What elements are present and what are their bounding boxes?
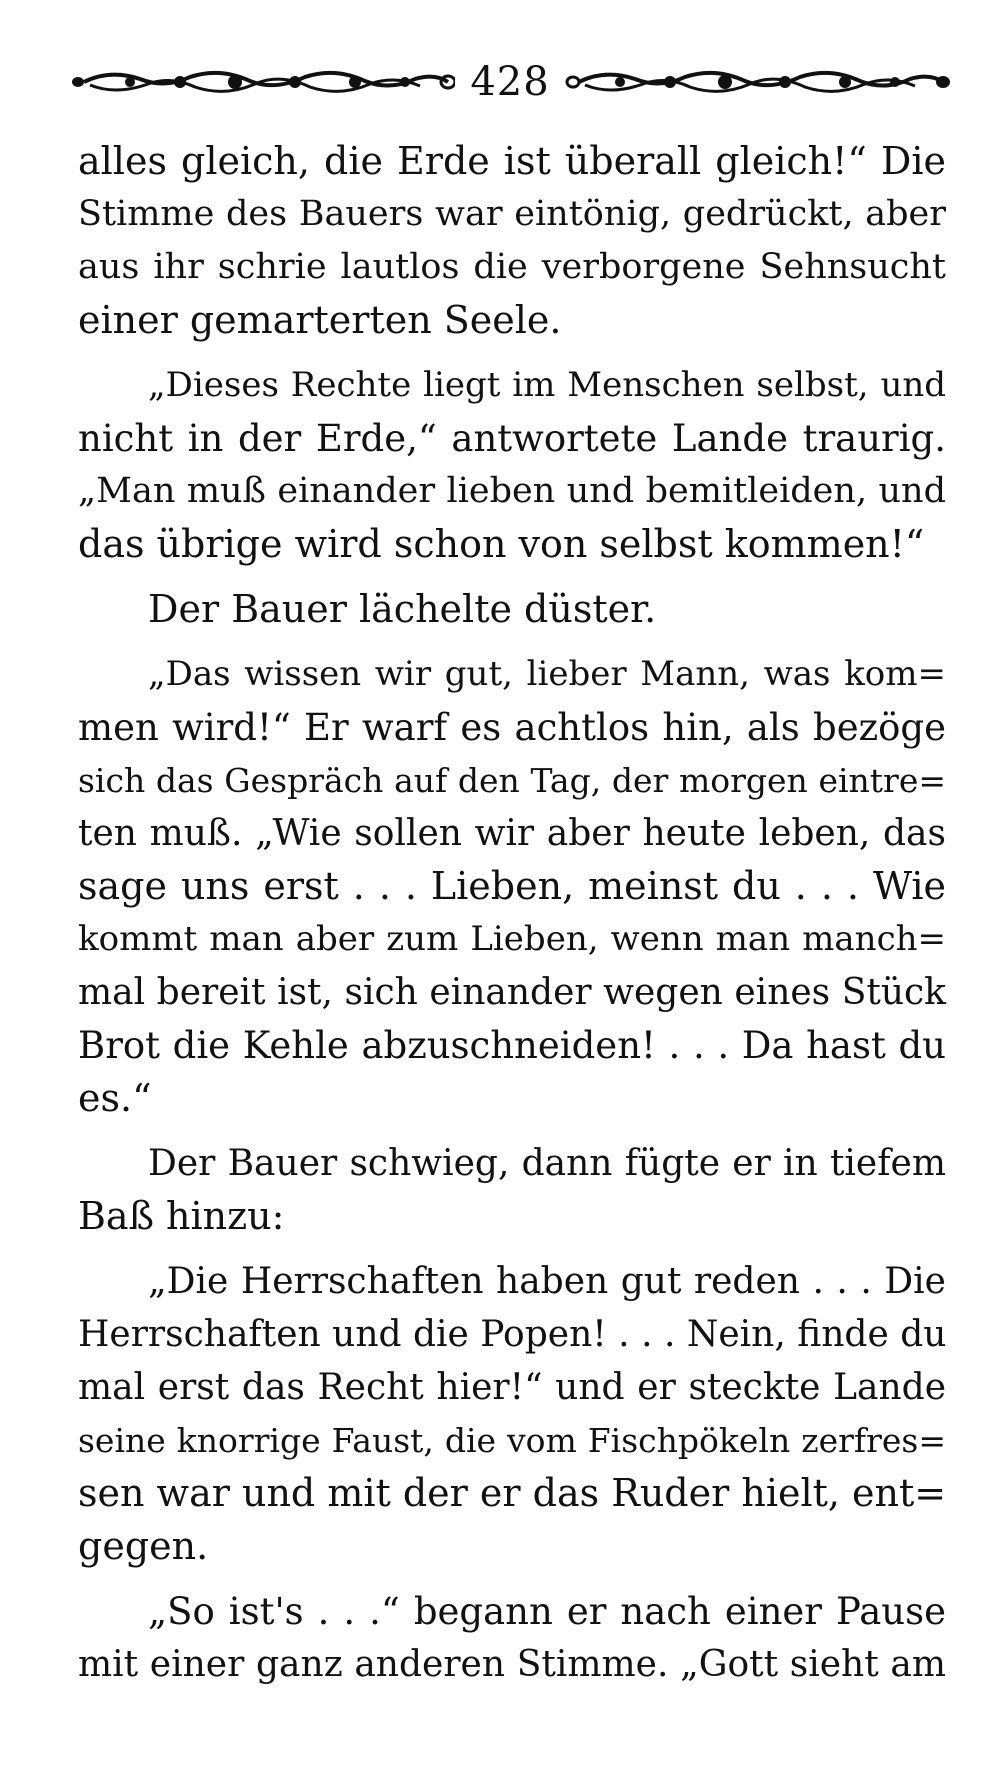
text-line: alles gleich, die Erde ist überall gleich!“ Die — [78, 139, 946, 183]
text-line: „Das wissen wir gut, lieber Mann, was kom= — [148, 654, 946, 694]
text-line: einer gemarterten Seele. — [78, 298, 562, 342]
paragraph — [78, 583, 946, 636]
text-line: seine knorrige Faust, die vom Fischpökeln zerfres= — [78, 1421, 946, 1460]
right-ornament-icon — [565, 67, 950, 97]
text-line: „Man muß einander lieben und bemitleiden, und — [78, 471, 946, 511]
paragraph — [78, 359, 946, 571]
page-header — [70, 52, 950, 112]
text-line: „Die Herrschaften haben gut reden . . . Die — [148, 1261, 946, 1302]
paragraph — [78, 1137, 946, 1243]
text-line: Stimme des Bauers war eintönig, gedrückt, aber — [78, 194, 946, 234]
text-line: ten muß. „Wie sollen wir aber heute leben, das — [78, 813, 946, 854]
paragraph — [78, 648, 946, 1125]
text-line: „So ist's . . .“ begann er nach einer Pause — [148, 1590, 946, 1633]
text-line: „Dieses Rechte liegt im Menschen selbst, und — [148, 365, 946, 405]
text-line: Brot die Kehle abzuschneiden! . . . Da hast du — [78, 1024, 946, 1067]
text-line: das übrige wird schon von selbst kommen!“ — [78, 522, 925, 566]
text-line: mal bereit ist, sich einander wegen eines Stück — [78, 972, 946, 1013]
text-line: sen war und mit der er das Ruder hielt, ent= — [78, 1471, 947, 1515]
text-line: Herrschaften und die Popen! . . . Nein, finde du — [78, 1314, 947, 1355]
text-line: men wird!“ Er warf es achtlos hin, als bezöge — [78, 706, 946, 749]
text-line: gegen. — [78, 1524, 209, 1568]
page-number: 428 — [470, 59, 550, 105]
paragraph — [78, 135, 946, 347]
text-line: aus ihr schrie lautlos die verborgene Sehnsucht — [78, 247, 946, 287]
text-line: Der Bauer lächelte düster. — [148, 587, 657, 631]
text-line: es.“ — [78, 1076, 152, 1120]
text-line: Baß hinzu: — [78, 1194, 285, 1238]
body-text — [78, 135, 946, 1703]
left-ornament-icon — [70, 67, 455, 97]
paragraph — [78, 1255, 946, 1573]
text-line: Der Bauer schwieg, dann fügte er in tiefem — [148, 1143, 946, 1184]
text-line: kommt man aber zum Lieben, wenn man manch= — [78, 919, 946, 959]
text-line: mit einer ganz anderen Stimme. „Gott sieht am — [78, 1644, 946, 1685]
text-line: sich das Gespräch auf den Tag, der morgen eintre= — [78, 761, 946, 800]
text-line: mal erst das Recht hier!“ und er steckte Lande — [78, 1367, 946, 1408]
paragraph — [78, 1585, 946, 1691]
text-line: sage uns erst . . . Lieben, meinst du . . . Wie — [78, 864, 946, 908]
text-line: nicht in der Erde,“ antwortete Lande traurig. — [78, 417, 946, 460]
